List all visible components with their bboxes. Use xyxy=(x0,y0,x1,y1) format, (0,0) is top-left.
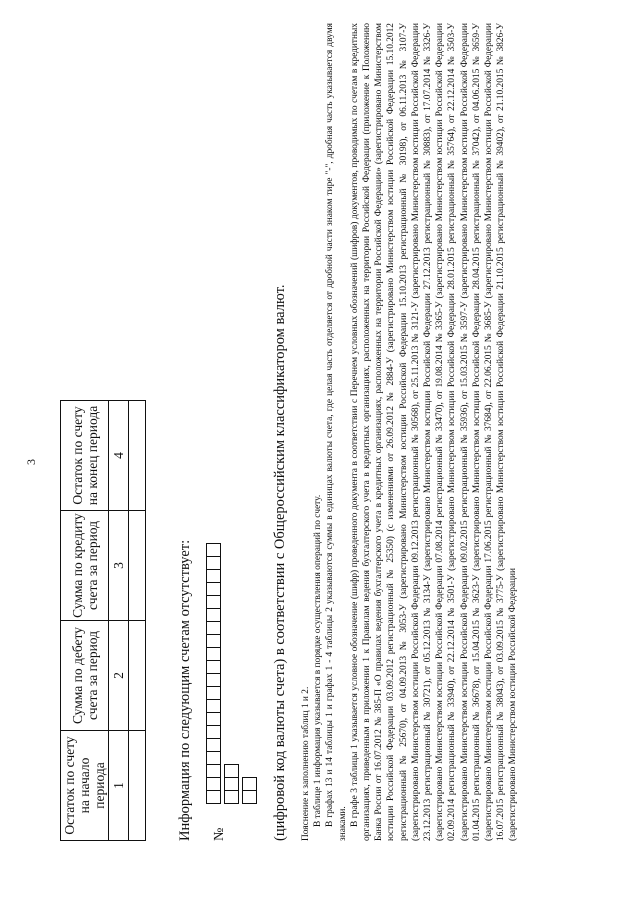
digit-cell xyxy=(242,777,257,791)
header-credit-sum: Сумма по кредиту счета за период xyxy=(61,511,109,621)
digit-cell xyxy=(242,790,257,804)
digit-cell xyxy=(206,699,221,713)
balance-table xyxy=(60,400,146,841)
info-title: Информация по следующим счетам отсутствует: xyxy=(177,539,193,841)
digit-cell xyxy=(224,764,239,778)
digit-cell xyxy=(206,582,221,596)
digit-cell xyxy=(206,725,221,739)
digit-cell xyxy=(206,738,221,752)
digit-cell xyxy=(224,777,239,791)
table-header-row xyxy=(61,401,109,841)
digit-cell xyxy=(206,751,221,765)
digit-cell xyxy=(206,673,221,687)
digit-cell xyxy=(206,764,221,778)
header-closing-balance: Остаток по счету на конец периода xyxy=(61,401,109,511)
number-sign: № xyxy=(212,827,227,841)
digit-cell xyxy=(206,608,221,622)
digit-cell xyxy=(224,790,239,804)
digit-cell xyxy=(206,569,221,583)
notes-intro: Пояснение к заполнению таблиц 1 и 2. xyxy=(301,686,311,841)
column-number: 4 xyxy=(109,401,129,511)
notes-paragraph: В графах 13 и 14 таблицы 1 и графах 1 - 4 таблицы 2 указываются суммы в единицах валюты счета, где целая часть отделяется от дробной части знаком тире "-", дробная часть указывается двумя знаками. xyxy=(325,23,348,841)
account-number-cells xyxy=(206,543,221,803)
table-cell xyxy=(129,621,146,731)
page-number: 3 xyxy=(24,459,38,465)
column-number: 2 xyxy=(109,621,129,731)
table-empty-row xyxy=(129,401,146,841)
explanatory-notes xyxy=(300,23,520,841)
notes-paragraph: В таблице 1 информация указывается в порядке осуществления операций по счету. xyxy=(313,494,324,827)
digit-cell xyxy=(206,777,221,791)
currency-code-caption: (цифровой код валюты счета) в соответствии с Общероссийским классификатором валют. xyxy=(272,284,288,841)
digit-cell xyxy=(206,660,221,674)
table-cell xyxy=(129,511,146,621)
currency-code-cells xyxy=(224,764,239,803)
digit-cell xyxy=(206,647,221,661)
digit-cell xyxy=(206,686,221,700)
digit-cell xyxy=(206,790,221,804)
header-debit-sum: Сумма по дебету счета за период xyxy=(61,621,109,731)
digit-cell xyxy=(206,621,221,635)
notes-paragraph: В графе 3 таблицы 1 указывается условное обозначение (шифр) проведенного документа в соответствии с Перечнем условных обозначений (шифров) документов, проводимых по счетам в кредитных организациях, приведенным в приложении 1 к Правилам ведения бухгалтерского учета в кредитных организациях, расположенных на территории Российской Федерации (приложение к Положению Банка России от 16.07.2012 № 385-П «О правилах ведения бухгалтерского учета в кредитных организациях, расположенных на территории Российской Федерации» (зарегистрировано Министерством юстиции Российской Федерации 03.09.2012 регистрационный № 25350) (с изменениями от 26.09.2012 № 2884-У (зарегистрировано Министерством юстиции Российской Федерации 15.10.2012 регистрационный № 25670), от 04.09.2013 № 3053-У (зарегистрировано Министерством юстиции Российской Федерации 15.10.2013 регистрационный № 30198), от 06.11.2013 № 3107-У (зарегистрировано Министерством юстиции Российской Федерации 09.12.2013 регистрационный № 30568), от 25.11.2013 № 3121-У (зарегистрировано Министерством юстиции Российской Федерации 23.12.2013 регистрационный № 30721), от 05.12.2013 № 3134-У (зарегистрировано Министерством юстиции Российской Федерации 27.12.2013 регистрационный № 30883), от 17.07.2014 № 3326-У (зарегистрировано Министерством юстиции Российской Федерации 07.08.2014 регистрационный № 33470), от 19.08.2014 № 3365-У (зарегистрировано Министерством юстиции Российской Федерации 02.09.2014 регистрационный № 33940), от 22.12.2014 № 3501-У (зарегистрировано Министерством юстиции Российской Федерации 28.01.2015 регистрационный № 35764), от 22.12.2014 № 3503-У (зарегистрировано Министерством юстиции Российской Федерации 09.02.2015 регистрационный № 35936), от 15.03.2015 № 3597-У (зарегистрировано Министерством юстиции Российской Федерации 01.04.2015 регистрационный № 36678), от 15.04.2015 № 3623-У (зарегистрировано Министерством юстиции Российской Федерации 28.04.2015 регистрационный № 37042), от 04.06.2015 № 3659-У (зарегистрировано Министерством юстиции Российской Федерации 17.06.2015 регистрационный № 37684), от 22.06.2015 № 3685-У (зарегистрировано Министерством юстиции Российской Федерации 16.07.2015 регистрационный № 38043), от 03.09.2015 № 3775-У (зарегистрировано Министерством юстиции Российской Федерации 21.10.2015 регистрационный № 39402), от 21.10.2015 № 3826-У (зарегистрировано Министерством юстиции Российской Федерации xyxy=(349,23,519,841)
extra-code-cells xyxy=(242,777,257,803)
column-number: 1 xyxy=(109,731,129,841)
digit-cell xyxy=(206,634,221,648)
table-cell xyxy=(129,731,146,841)
digit-cell xyxy=(206,595,221,609)
digit-cell xyxy=(206,712,221,726)
digit-cell xyxy=(206,543,221,557)
digit-cell xyxy=(206,556,221,570)
column-number: 3 xyxy=(109,511,129,621)
header-opening-balance: Остаток по счету на начало периода xyxy=(61,731,109,841)
table-number-row xyxy=(109,401,129,841)
table-cell xyxy=(129,401,146,511)
